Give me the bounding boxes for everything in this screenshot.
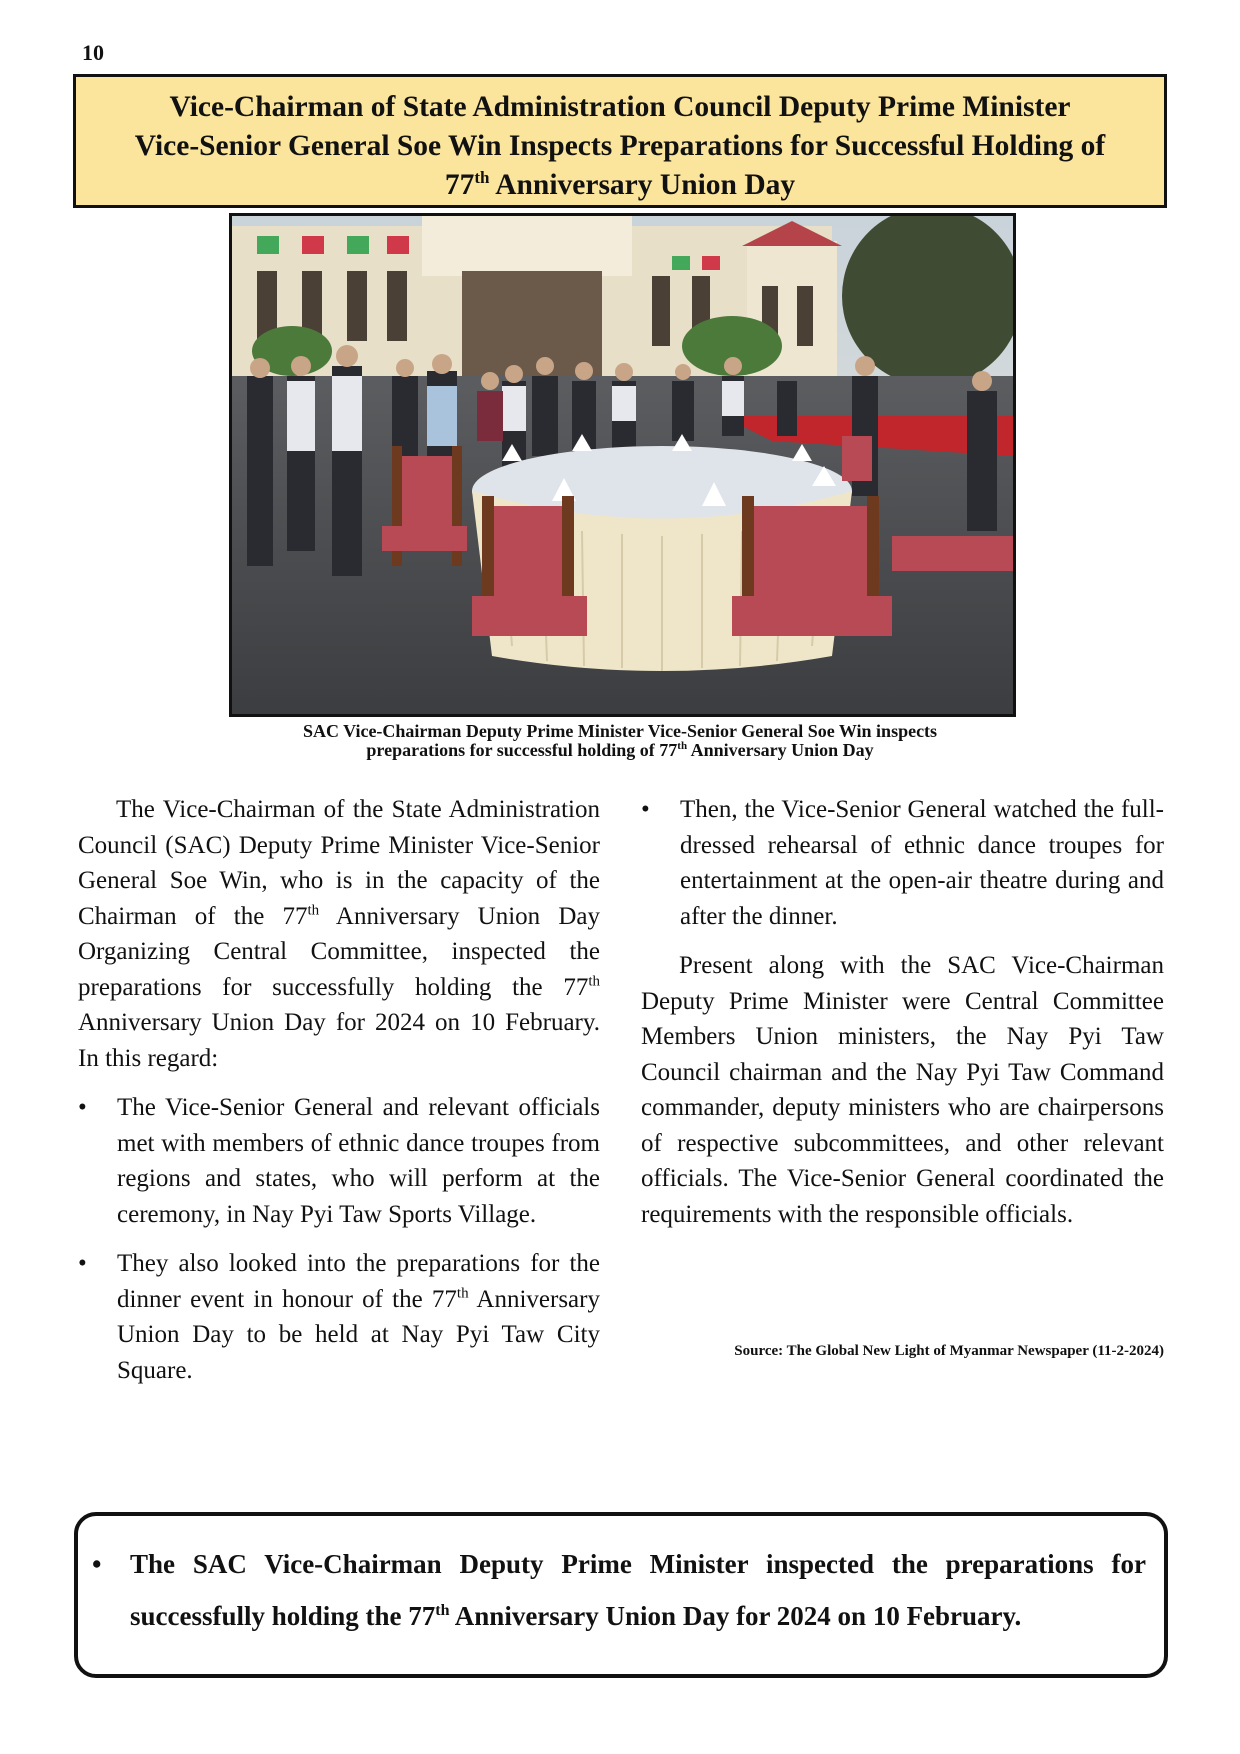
bullet-item-rehearsal: • Then, the Vice-Senior General watched the full-dressed rehearsal of ethnic dance troupes for entertainment at the open-air theatre during and after the dinner. <box>641 792 1164 934</box>
source-credit: Source: The Global New Light of Myanmar Newspaper (11-2-2024) <box>734 1343 1164 1359</box>
photo-banquet-inspection-icon <box>232 216 1013 714</box>
bullet-icon: • <box>641 796 650 823</box>
page-number: 10 <box>82 40 104 65</box>
bullet-icon: • <box>78 1250 87 1277</box>
headline-box <box>73 74 1167 208</box>
summary-box <box>74 1512 1168 1678</box>
news-photo <box>229 213 1016 717</box>
intro-paragraph: The Vice-Chairman of the State Administration Council (SAC) Deputy Prime Minister Vice-Senior General Soe Win, who is in the capacity of the Chairman of the 77th Anniversary Union Day Organizing Central Committee, inspected the preparations for successfully holding the 77th Anniversary Union Day for 2024 on 10 February. In this regard: <box>78 796 600 1072</box>
attendees-paragraph: Present along with the SAC Vice-Chairman Deputy Prime Minister were Central Committee Members Union ministers, the Nay Pyi Taw Council chairman and the Nay Pyi Taw Command commander, deputy ministers who are chairpersons of respective subcommittees, and other relevant officials. The Vice-Senior General coordinated the requirements with the responsible officials. <box>641 952 1164 1228</box>
bullet-icon: • <box>92 1549 102 1579</box>
photo-caption <box>190 722 1050 760</box>
bullet-item-dinner-event: • They also looked into the preparations for the dinner event in honour of the 77th Anniversary Union Day to be held at Nay Pyi Taw City Square. <box>78 1246 600 1388</box>
headline-line-2: Vice-Senior General Soe Win Inspects Preparations for Successful Holding of <box>134 130 1106 162</box>
left-column <box>78 792 600 1388</box>
right-column <box>641 792 1164 1232</box>
summary-text: • The SAC Vice-Chairman Deputy Prime Minister inspected the preparations for successfully holding the 77th Anniversary Union Day for 2024 on 10 February. <box>92 1538 1146 1642</box>
caption-line-1: SAC Vice-Chairman Deputy Prime Minister Vice-Senior General Soe Win inspects <box>302 721 938 741</box>
bullet-item-sports-village: • The Vice-Senior General and relevant officials met with members of ethnic dance troupes from regions and states, who will perform at the ceremony, in Nay Pyi Taw Sports Village. <box>78 1090 600 1232</box>
caption-line-2: preparations for successful holding of 77th Anniversary Union Day <box>366 740 874 760</box>
headline-line-3: 77th Anniversary Union Day <box>444 168 796 201</box>
headline-line-1: Vice-Chairman of State Administration Council Deputy Prime Minister <box>169 91 1071 123</box>
bullet-icon: • <box>78 1094 87 1121</box>
